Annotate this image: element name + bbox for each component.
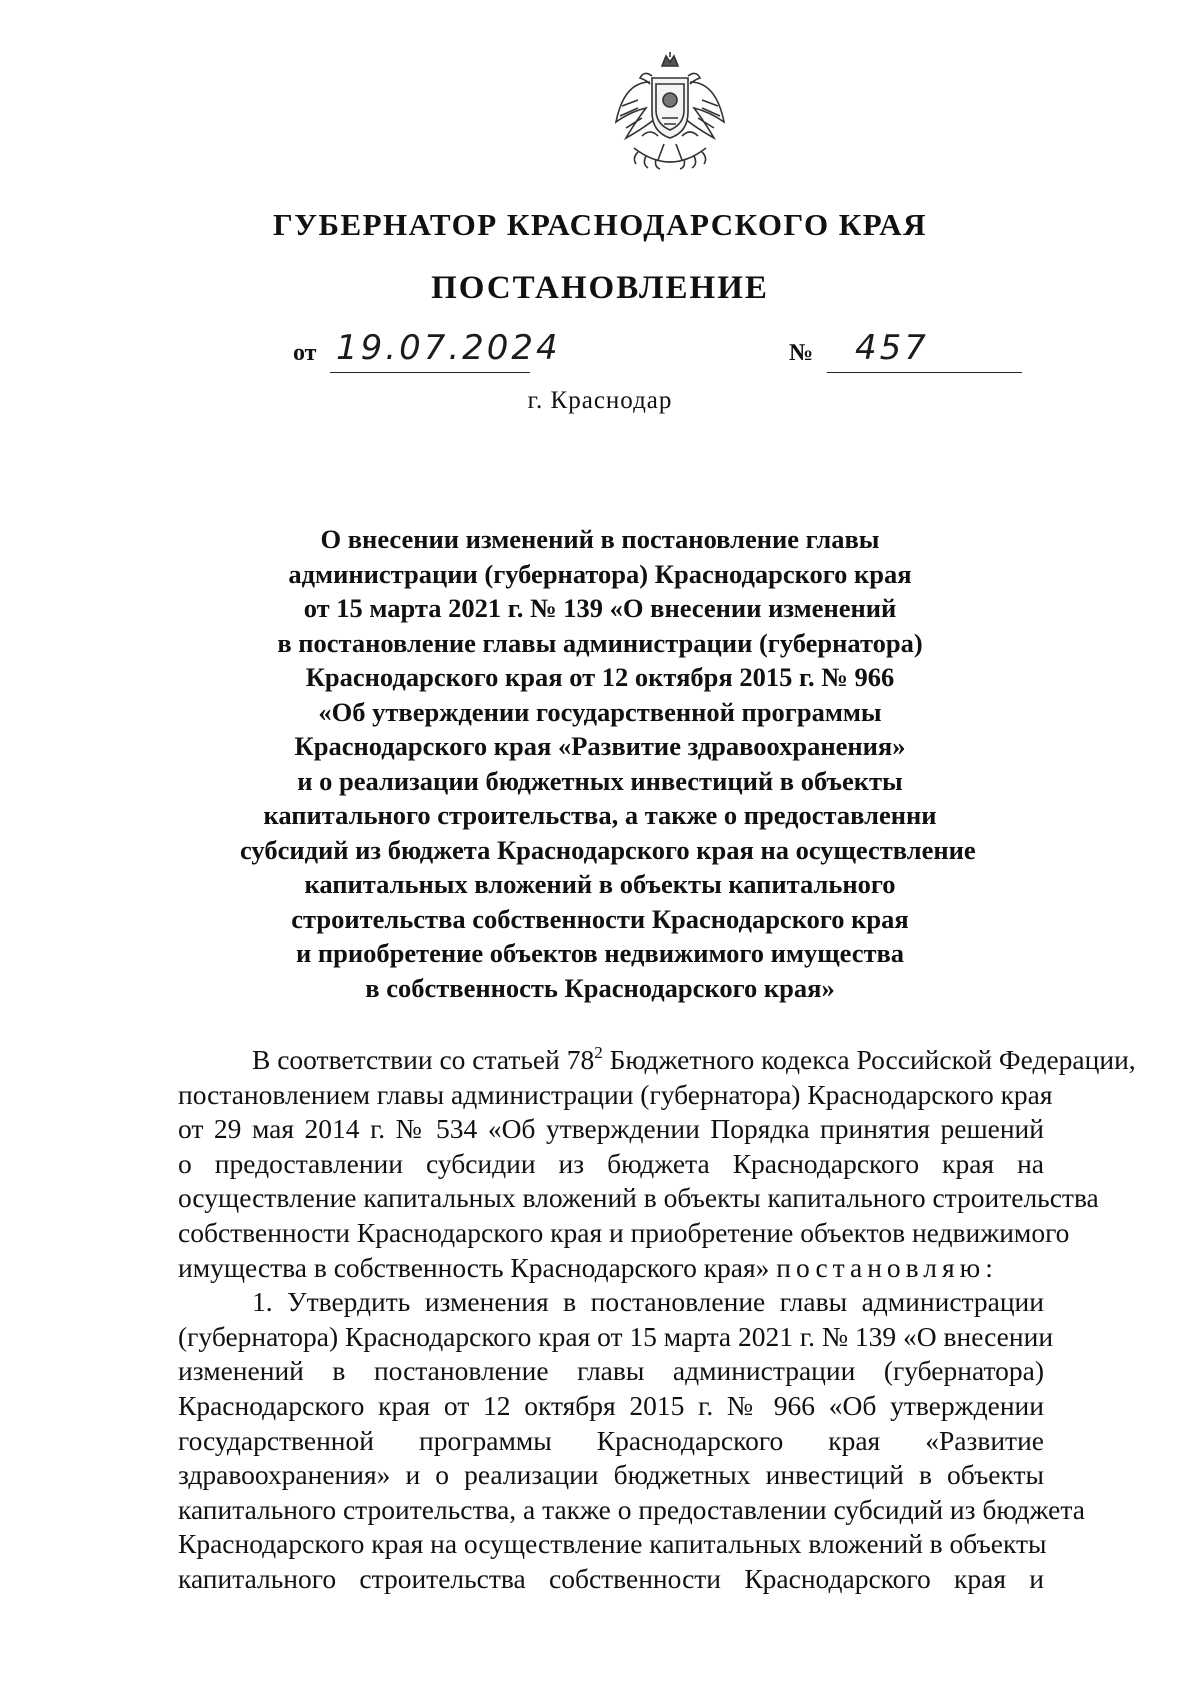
body-line: государственной программы Краснодарского края «Развитие <box>178 1424 1044 1456</box>
handwritten-number: 457 <box>855 328 929 368</box>
body-line: капитального строительства, а также о предоставлении субсидий из бюджета <box>178 1493 1085 1525</box>
city-name: г. Краснодар <box>527 387 673 414</box>
title-line: строительства собственности Краснодарского края <box>291 903 909 934</box>
clause-1-paragraph <box>178 1285 1085 1596</box>
title-line: администрации (губернатора) Краснодарского края <box>288 558 912 589</box>
body-line: постановлением главы администрации (губернатора) Краснодарского края <box>178 1078 1053 1110</box>
title-line: от 15 марта 2021 г. № 139 «О внесении изменений <box>303 593 897 623</box>
body-line: Краснодарского края на осуществление капитальных вложений в объекты <box>178 1528 1047 1560</box>
title-line: Краснодарского края от 12 октября 2015 г. № 966 <box>305 662 895 692</box>
title-line: субсидий из бюджета Краснодарского края на осуществление <box>240 834 976 865</box>
title-line: в постановление главы администрации (губернатора) <box>277 627 923 658</box>
title-line: «Об утверждении государственной программы <box>318 696 882 727</box>
body-line: (губернатора) Краснодарского края от 15 марта 2021 г. № 139 «О внесении <box>178 1320 1054 1352</box>
document-body <box>178 1043 1136 1597</box>
body-line <box>178 1251 1044 1286</box>
coat-of-arms-icon <box>612 52 728 170</box>
title-line: и приобретение объектов недвижимого имущества <box>295 938 905 968</box>
title-line: и о реализации бюджетных инвестиций в объекты <box>297 765 903 796</box>
title-line: капитального строительства, а также о предоставленни <box>263 800 937 830</box>
title-line: О внесении изменений в постановление главы <box>320 524 880 554</box>
article-superscript: 2 <box>594 1043 603 1062</box>
body-line: изменений в постановление главы администрации (губернатора) <box>178 1355 1044 1387</box>
body-line: 1. Утвердить изменения в постановление главы администрации <box>252 1286 1044 1318</box>
body-text-fragment: Бюджетного кодекса Российской Федерации, <box>602 1044 1136 1075</box>
body-line: о предоставлении субсидии из бюджета Краснодарского края на <box>178 1147 1044 1179</box>
document-title <box>240 522 976 1005</box>
coat-of-arms-emblem <box>612 52 728 170</box>
body-line: осуществление капитальных вложений в объекты капитального строительства <box>178 1182 1099 1214</box>
body-line: здравоохранения» и о реализации бюджетных инвестиций в объекты <box>178 1459 1044 1491</box>
date-underline <box>330 372 530 373</box>
number-label: № <box>789 340 814 366</box>
body-line: капитального строительства собственности Краснодарского края и <box>178 1562 1044 1594</box>
preamble-paragraph <box>178 1043 1136 1285</box>
date-label: от <box>293 340 317 366</box>
issuing-authority: ГУБЕРНАТОР КРАСНОДАРСКОГО КРАЯ <box>272 207 928 242</box>
resolution-word: постановляю: <box>776 1251 998 1283</box>
body-line <box>178 1043 1136 1078</box>
body-line: собственности Краснодарского края и приобретение объектов недвижимого <box>178 1216 1070 1248</box>
number-underline <box>827 372 1022 373</box>
title-line: в собственность Краснодарского края» <box>365 972 835 1003</box>
document-type: ПОСТАНОВЛЕНИЕ <box>431 270 769 306</box>
body-line: Краснодарского края от 12 октября 2015 г. № 966 «Об утверждении <box>178 1389 1044 1421</box>
title-line: капитальных вложений в объекты капитального <box>304 869 896 899</box>
date-number-row <box>0 328 1200 384</box>
body-text-fragment: В соответствии со статьей 78 <box>252 1044 595 1075</box>
title-line: Краснодарского края «Развитие здравоохранения» <box>294 731 906 761</box>
body-text-fragment: имущества в собственность Краснодарского края» <box>178 1251 777 1283</box>
handwritten-date: 19.07.2024 <box>336 328 561 368</box>
body-line: от 29 мая 2014 г. № 534 «Об утверждении Порядка принятия решений <box>178 1113 1044 1145</box>
